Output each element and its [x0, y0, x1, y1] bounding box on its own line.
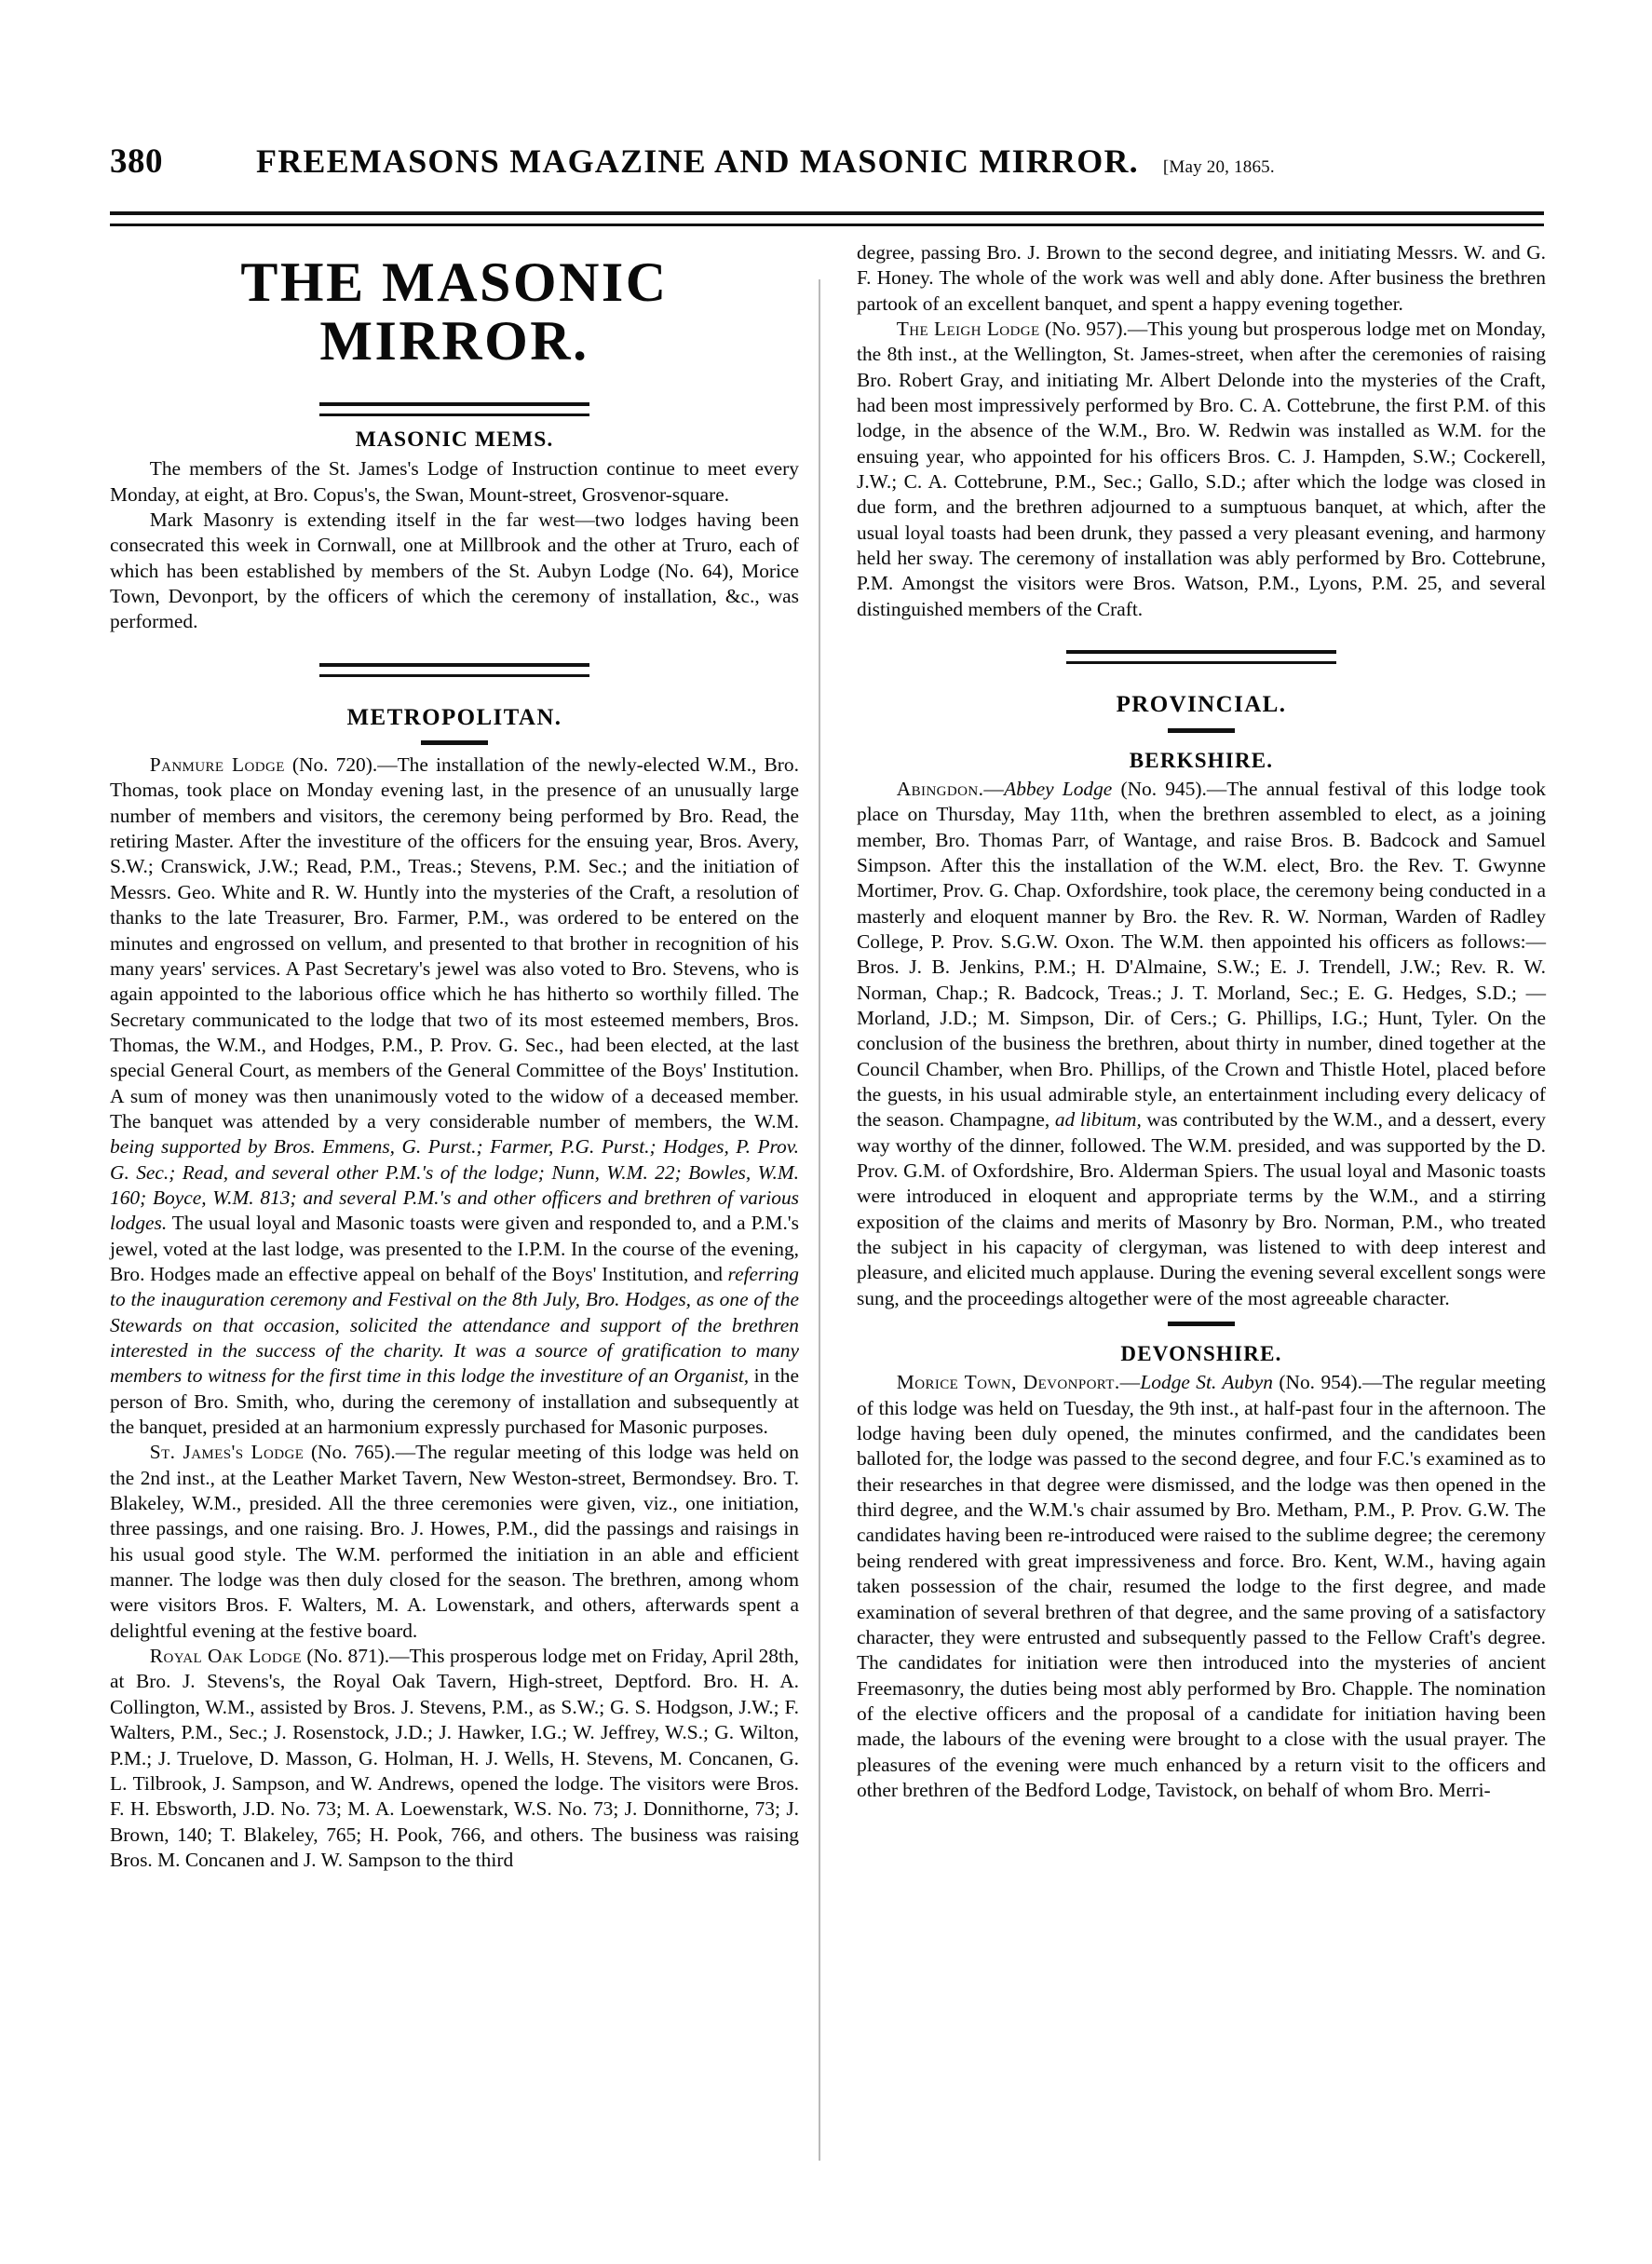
lodge-number-st-james: (No. 765).—	[310, 1441, 416, 1464]
paragraph-panmure-lodge	[110, 752, 799, 1440]
lodge-number-panmure: (No. 720).—	[291, 753, 398, 777]
paragraph-abbey-lodge	[857, 777, 1546, 1311]
lodge-number-royal-oak: (No. 871).—	[306, 1645, 410, 1668]
header-divider-rule	[110, 211, 1544, 226]
st-james-body: The regular meeting of this lodge was held on the 2nd inst., at the Leather Market Tavern, New Weston-street, Bermondsey. Bro. T. Blakeley, W.M., presided. All the three ceremonies were given, viz., one initiation, three passings, and one raising. Bro. J. Howes, P.M., did the passings and raisings in his usual good style. The W.M. performed the initiation in an able and efficient manner. The lodge was then duly closed for the season. The brethren, among whom were visitors Bros. F. Walters, M. A. Lowenstark, and others, afterwards spent a delightful evening at the festive board.	[110, 1441, 799, 1642]
panmure-body-3: in the person of Bro. Smith, who, during the ceremony of installation and subsequently at the banquet, presided at an harmonium expressly purchased for Masonic purposes.	[110, 1364, 799, 1439]
panmure-body-italic-2: referring to the inauguration ceremony and Festival on the 8th July, Bro. Hodges, as one of the Stewards on that occasion, solicited the attendance and support of the brethren interested in the success of the charity. It was a source of gratification to many members to witness for the	[110, 1262, 799, 1388]
right-column	[857, 240, 1546, 1803]
abbey-body-italic: ad libitum,	[1054, 1108, 1142, 1132]
masthead-title: THE MASONIC MIRROR.	[240, 251, 669, 372]
lodge-name-st-aubyn: Lodge St. Aubyn	[1140, 1371, 1273, 1394]
lodge-name-royal-oak: Royal Oak Lodge	[149, 1645, 302, 1668]
lodge-name-leigh: The Leigh Lodge	[896, 318, 1040, 341]
place-name-morice-town: Morice Town, Devonport.—	[896, 1371, 1141, 1394]
panmure-body-1: The installation of the newly-elected W.M., Bro. Thomas, took place on Monday evening last, in the presence of an unusually large number of members and visitors, the ceremony being performed by Bro. Read, the retiring Master. After the investiture of the officers for the ensuing year, Bros. Avery, S.W.; Cranswick, J.W.; Read, P.M., Treas.; Stevens, P.M. Sec.; and the initiation of Messrs. Geo. White and R. W. Huntly into the mysteries of the Craft, a resolution of thanks to the late Treasurer, Bro. Farmer, P.M., was ordered to be entered on the minutes and engrossed on vellum, and presented to that brother in recognition of his many years' services. A Past Secretary's jewel was also voted to Bro. Stevens, who is again appointed to the laborious office which he has hitherto so worthily filled. The Secretary communicated to the lodge that two of its most esteemed members, Bros. Thomas, the W.M., and Hodges, P.M., P. Prov. G. Sec., had been elected, at the last special General Court, as members of the General Committee of the Boys' Institution. A sum of money was then unanimously voted to the widow of a deceased member. The banquet was attended by a very considerable number of members, the W.M.	[110, 753, 799, 1132]
lodge-name-abbey: Abbey Lodge	[1004, 777, 1113, 800]
section-heading-provincial: PROVINCIAL.	[1116, 692, 1287, 718]
lodge-number-leigh: (No. 957).—	[1045, 318, 1148, 341]
paragraph-mems-2: Mark Masonry is extending itself in the far west—two lodges having been consecrated this week in Cornwall, one at Millbrook and the other at Truro, each of which has been established by members of the St. Aubyn Lodge (No. 64), Morice Town, Devonport, by the officers of which the ceremony of installation, &c., was performed.	[110, 508, 799, 633]
panmure-body-italic-3: first time in this lodge the investiture of an Organist,	[329, 1364, 750, 1388]
st-aubyn-body: The regular meeting of this lodge was held on Tuesday, the 9th inst., at half-past four in the afternoon. The lodge having been duly opened, the minutes confirmed, and the candidates been balloted for, the lodge was passed to the second degree, and four F.C.'s examined as to their researches in that degree were dismissed, and the lodge was then opened in the third degree, and the W.M.'s chair assumed by Bro. Metham, P.M., P. Prov. G.W. The candidates having been re-introduced were raised to the sublime degree; the ceremony being rendered with great impressiveness and force. Bro. Kent, W.M., having again taken possession of the chair, resumed the lodge to the first degree, and made examination of several brethren of that degree, and the same proving of a satisfactory character, they were entrusted and subsequently passed to the Fellow Craft's degree. The candidates for initiation were then introduced into the mysteries of ancient Freemasonry, the duties being most ably performed by Bro. Chapple. The nomination of the elective officers and the proposal of a candidate for initiation having been made, the labours of the evening were brought to a close with the usual prayer. The pleasures of the evening were much enhanced by a return visit to the officers and other brethren of the Bedford Lodge, Tavistock, on behalf of whom Bro. Merri-	[857, 1371, 1546, 1801]
royal-oak-body: This prosperous lodge met on Friday, April 28th, at Bro. J. Stevens's, the Royal Oak Tavern, High-street, Deptford. Bro. H. A. Collington, W.M., assisted by Bros. J. Stevens, P.M., as S.W.; G. S. Hodgson, J.W.; F. Walters, P.M., Sec.; J. Rosenstock, J.D.; J. Hawker, I.G.; W. Jeffrey, W.S.; G. Wilton, P.M.; J. Truelove, D. Masson, G. Holman, H. J. Wells, H. Stevens, M. Concanen, G. L. Tilbrook, J. Sampson, and W. Andrews, opened the lodge. The visitors were Bros. F. H. Ebsworth, J.D. No. 73; M. A. Loewenstark, W.S. No. 73; J. Donnithorne, 73; J. Brown, 140; T. Blakeley, 765; H. Pook, 766, and others. The business was raising Bros. M. Concanen and J. W. Sampson to the third	[110, 1645, 799, 1871]
left-column	[110, 240, 799, 1873]
provincial-rule	[1066, 650, 1336, 664]
paragraph-royal-oak-lodge	[110, 1644, 799, 1873]
lodge-name-st-james: St. James's Lodge	[149, 1441, 305, 1464]
issue-date: [May 20, 1865.	[1162, 157, 1275, 177]
column-divider	[819, 279, 820, 2161]
lodge-number-st-aubyn: (No. 954).—	[1272, 1371, 1383, 1394]
provincial-short-rule	[1168, 728, 1235, 733]
abbey-body-1: The annual festival of this lodge took place on Thursday, May 11th, when the brethren assembled to elect, as a joining member, Bro. Thomas Parr, of Wantage, and raise Bros. B. Badcock and Samuel Simpson. After this the installation of the W.M. elect, Bro. the Rev. T. Gwynne Mortimer, Prov. G. Chap. Oxfordshire, took place, the ceremony being conducted in a masterly and eloquent manner by Bro. the Rev. R. W. Norman, Warden of Radley College, P. Prov. S.G.W. Oxon. The W.M. then appointed his officers as follows:—Bros. J. B. Jenkins, P.M.; H. D'Almaine, S.W.; E. J. Trendell, J.W.; Rev. R. W. Norman, Chap.; R. Badcock, Treas.; J. T. Morland, Sec.; E. G. Hedges, S.D.; — Morland, J.D.; M. Simpson, Dir. of Cers.; G. Phillips, I.G.; Hunt, Tyler. On the conclusion of the business the brethren, about thirty in number, dined together at the Council Chamber, when Bro. Phillips, of the Crown and Thistle Hotel, placed before the guests, in his usual admirable style, an entertainment including every delicacy of the season. Champagne,	[857, 777, 1546, 1132]
lodge-number-abbey: (No. 945).—	[1112, 777, 1227, 800]
masthead-rule	[319, 402, 589, 416]
paragraph-st-james-lodge	[110, 1440, 799, 1644]
section-heading-devonshire: DEVONSHIRE.	[1120, 1342, 1282, 1366]
metropolitan-short-rule	[421, 740, 488, 745]
lodge-name-panmure: Panmure Lodge	[149, 753, 285, 777]
leigh-body: This young but prosperous lodge met on Monday, the 8th inst., at the Wellington, St. James-street, when after the ceremonies of raising Bro. Robert Gray, and initiating Mr. Albert Delonde into the mysteries of the Craft, had been most impressively performed by Bro. C. A. Cottebrune, the first P.M. of this lodge, in the absence of the W.M., Bro. W. Redwin was installed as W.M. for the ensuing year, who appointed for his officers Bros. C. J. Hampden, S.W.; Cockerell, J.W.; C. A. Cottebrune, P.M., Sec.; Gallo, S.D.; after which the lodge was closed in due form, and the brethren adjourned to a sumptuous banquet, at which, after the usual loyal toasts had been drunk, they passed a very pleasant evening, and harmony held her sway. The ceremony of installation was ably performed by Bro. Cottebrune, P.M. Amongst the visitors were Bros. Watson, P.M., Lyons, P.M. 25, and several distinguished members of the Craft.	[857, 318, 1546, 620]
panmure-body-italic-1: being supported by Bros. Emmens, G. Purst.; Farmer, P.G. Purst.; Hodges, P. Prov. G. Sec.; Read, and several other P.M.'s of the lodge; Nunn, W.M. 22; Bowles, W.M. 160; Boyce, W.M. 813; and several P.M.'s and other officers and brethren of various lodges.	[110, 1135, 799, 1235]
paragraph-st-aubyn-lodge	[857, 1370, 1546, 1803]
paragraph-mems-1: The members of the St. James's Lodge of Instruction continue to meet every Monday, at eight, at Bro. Copus's, the Swan, Mount-street, Grosvenor-square.	[110, 457, 799, 506]
paragraph-leigh-lodge	[857, 317, 1546, 622]
section-heading-berkshire: BERKSHIRE.	[1129, 748, 1274, 772]
paragraph-royal-oak-continuation: degree, passing Bro. J. Brown to the second degree, and initiating Messrs. W. and G. F. Honey. The whole of the work was well and ably done. After business the brethren partook of an excellent banquet, and spent a happy evening together.	[857, 241, 1546, 315]
metropolitan-rule	[319, 663, 589, 677]
devonshire-short-rule	[1168, 1322, 1235, 1326]
section-heading-metropolitan: METROPOLITAN.	[346, 704, 562, 730]
section-heading-masonic-mems: MASONIC MEMS.	[355, 427, 554, 452]
publication-title: FREEMASONS MAGAZINE AND MASONIC MIRROR.	[256, 142, 1139, 180]
abbey-body-2: was contributed by the W.M., and a dessert, every way worthy of the dinner, followed. The W.M. presided, and was supported by the D. Prov. G.M. of Oxfordshire, Bro. Alderman Spiers. The usual loyal and Masonic toasts were introduced in eloquent and appropriate terms by the W.M., and a stirring exposition of the claims and merits of Masonry by Bro. Norman, P.M., who treated the subject in his capacity of clergyman, was listened to with deep interest and pleasure, and elicited much applause. During the evening several excellent songs were sung, and the proceedings altogether were of the most agreeable character.	[857, 1108, 1546, 1309]
place-name-abingdon: Abingdon.—	[896, 777, 1005, 800]
running-head	[110, 142, 1544, 182]
panmure-body-2: The usual loyal and Masonic toasts were given and responded to, and a P.M.'s jewel, voted at the last lodge, was presented to the I.P.M. In the course of the evening, Bro. Hodges made an effective appeal on behalf of the Boys' Institution, and	[110, 1212, 799, 1285]
page-folio: 380	[110, 142, 163, 181]
